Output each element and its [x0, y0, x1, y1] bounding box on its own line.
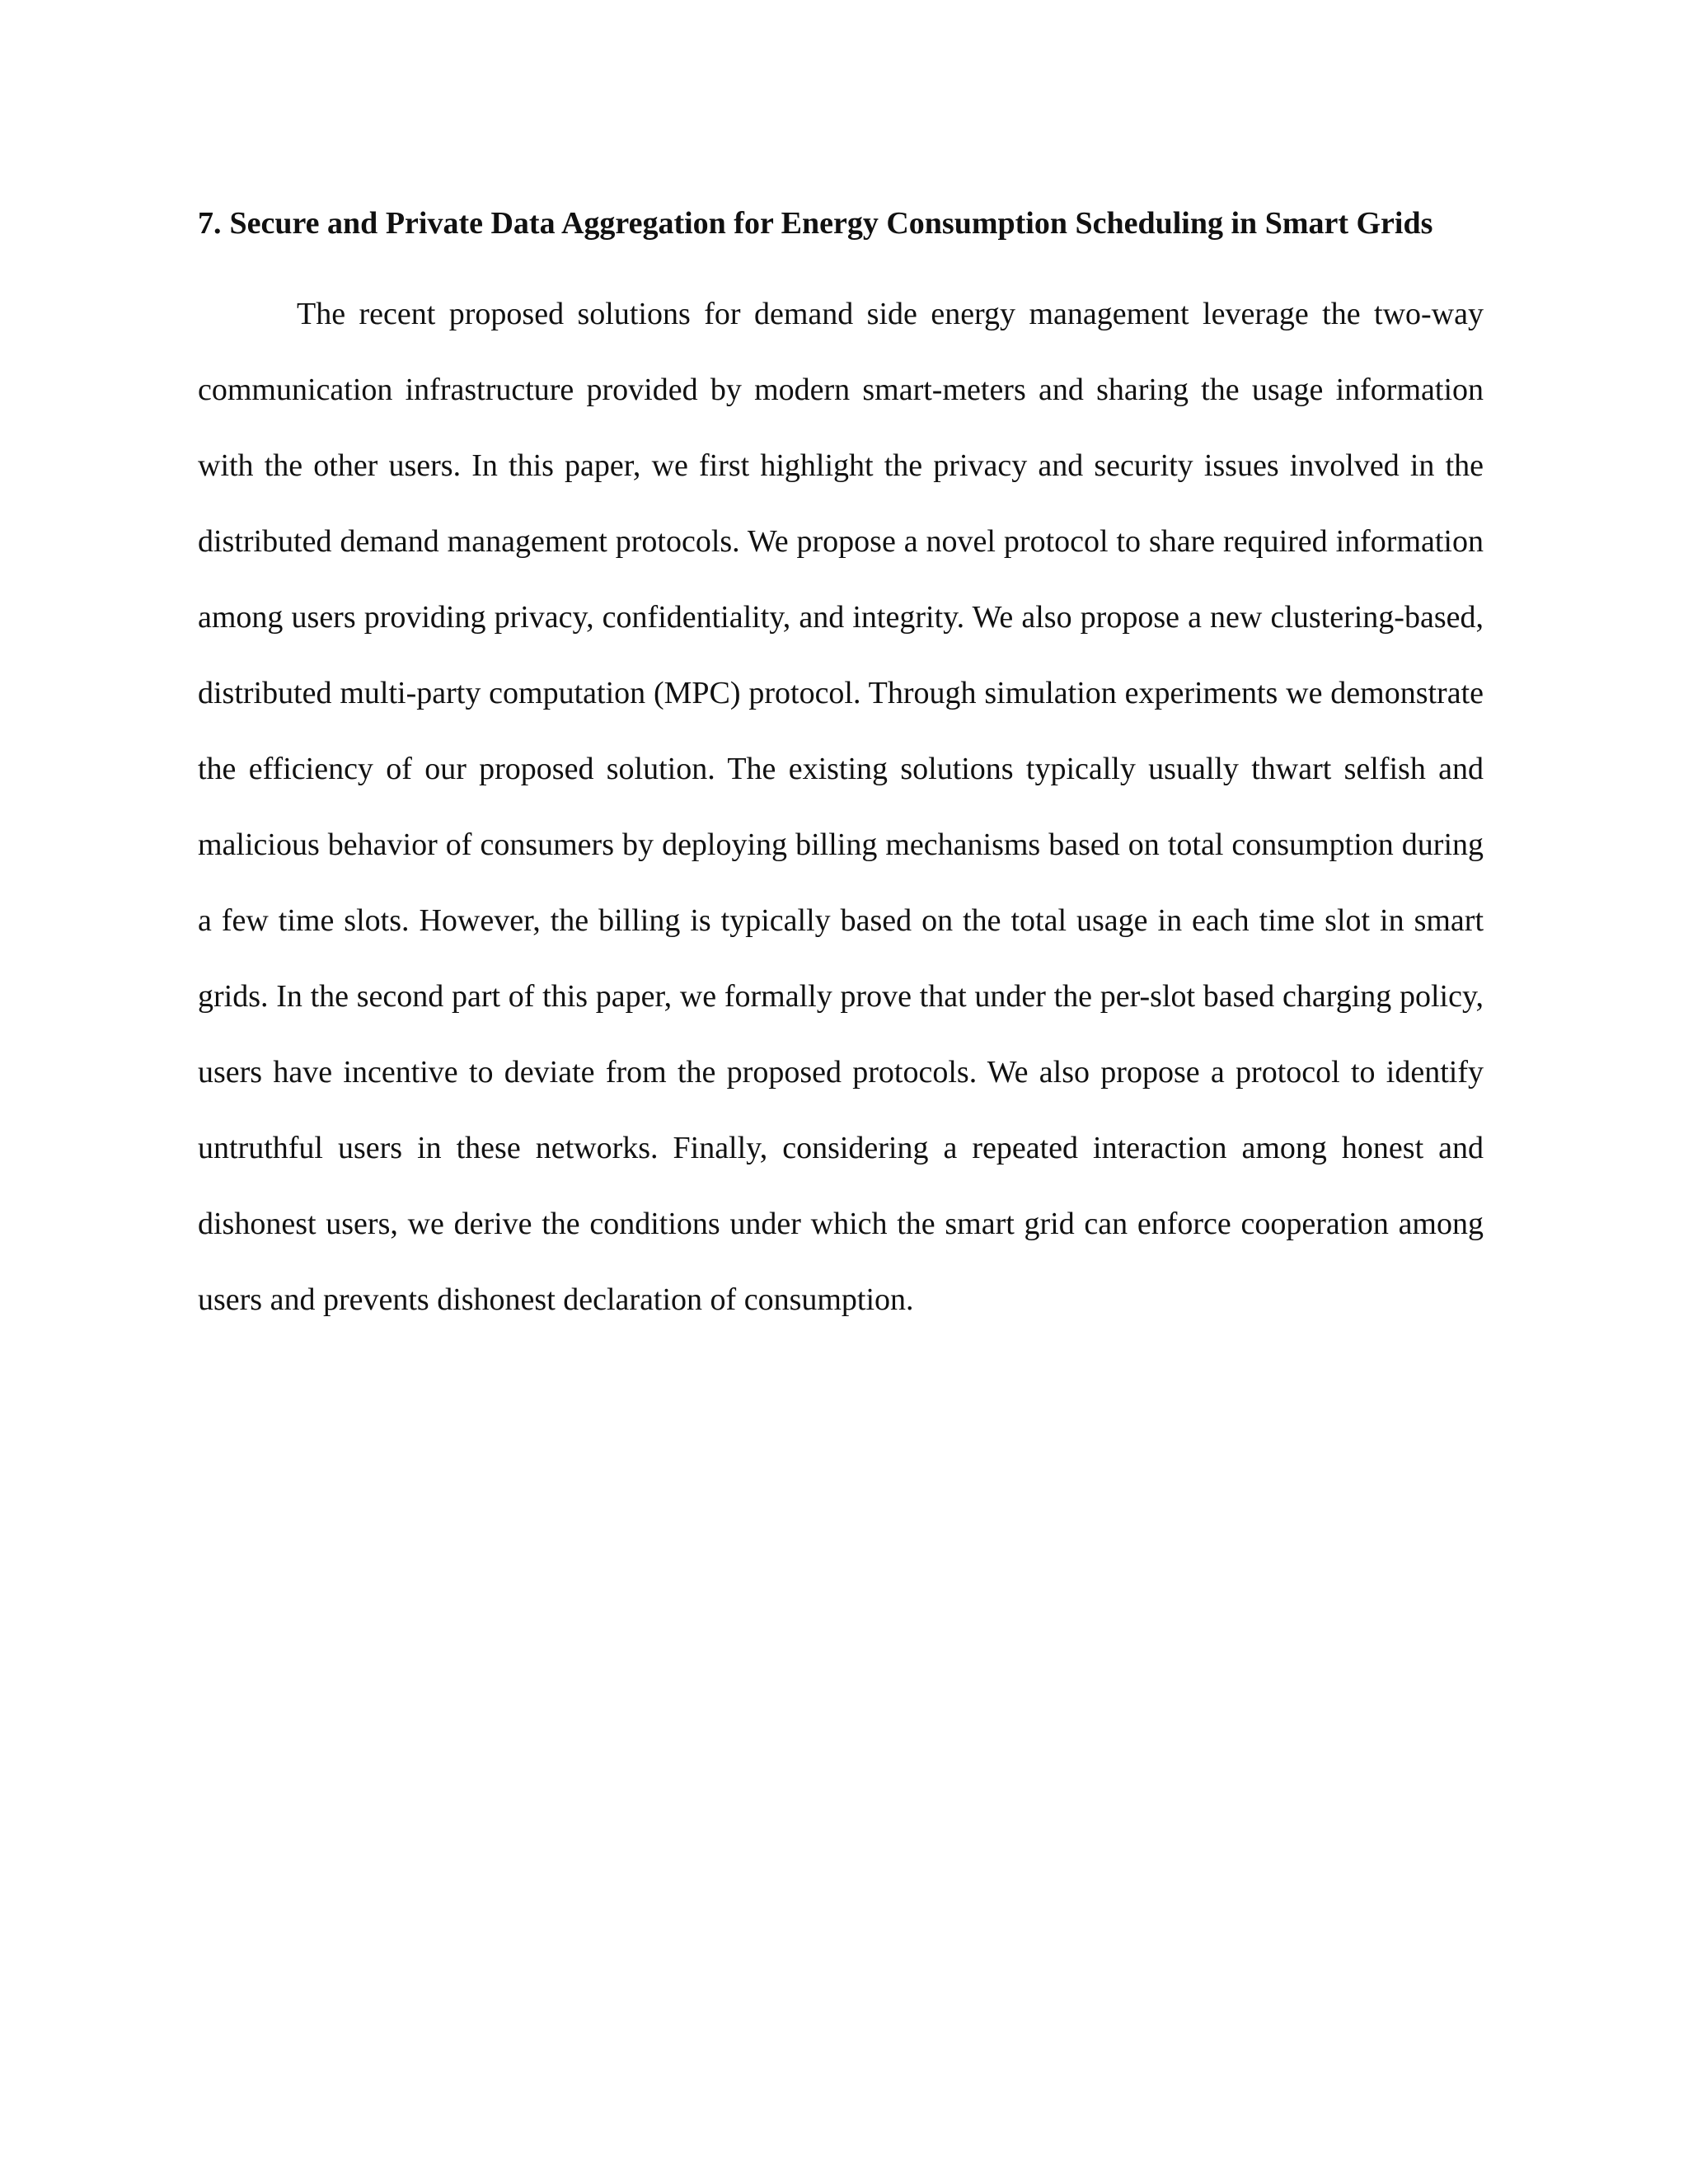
- section-number: 7.: [198, 206, 222, 241]
- section-title: Secure and Private Data Aggregation for Energy Consumption Scheduling in Smart Grids: [229, 206, 1433, 241]
- abstract-paragraph: The recent proposed solutions for demand side energy management leverage the two-way communication infrastructure provided by modern smart-meters and sharing the usage information with the other users. In this paper, we first highlight the privacy and security issues involved in the distributed demand management protocols. We propose a novel protocol to share required information among users providing privacy, confidentiality, and integrity. We also propose a new clustering-based, distributed multi-party computation (MPC) protocol. Through simulation experiments we demonstrate the efficiency of our proposed solution. The existing solutions typically usually thwart selfish and malicious behavior of consumers by deploying billing mechanisms based on total consumption during a few time slots. However, the billing is typically based on the total usage in each time slot in smart grids. In the second part of this paper, we formally prove that under the per-slot based charging policy, users have incentive to deviate from the proposed protocols. We also propose a protocol to identify untruthful users in these networks. Finally, considering a repeated interaction among honest and dishonest users, we derive the conditions under which the smart grid can enforce cooperation among users and prevents dishonest declaration of consumption.: [198, 297, 1484, 1317]
- page-content: [198, 185, 1484, 1338]
- section-heading: [198, 185, 1484, 261]
